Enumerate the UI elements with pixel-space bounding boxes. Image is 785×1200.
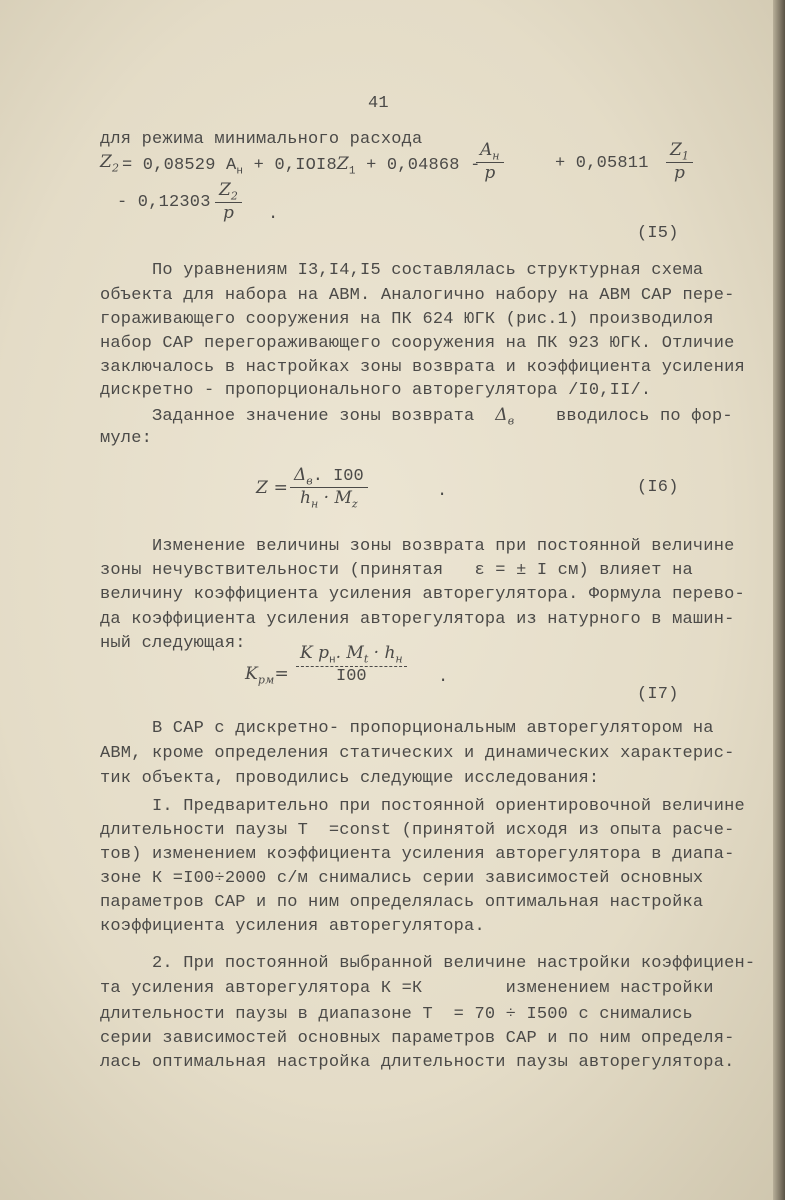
equation-label: (I6) [637, 478, 679, 497]
equation-label: (I5) [637, 224, 679, 243]
page-edge-shadow [773, 0, 785, 1200]
page-number: 41 [368, 94, 389, 113]
intro-line: для режима минимального расхода [100, 130, 423, 149]
document-page: 41 для режима минимального расхода $Z_2$ = 0,08529 $A_н + 0,IOI8Z_1 + 0,04868$ - $A_н$ p + 0,05811 $\frac{Z_1}{p}$ - 0,12303 $\frac{Z_2}{p}$ . (I5) По уравнениям I3,I4,I5 составлялась структурная схема объекта для набора на АВМ. Аналогично набору на АВМ САР пере- гораживающего сооружения на ПК 624 ЮГК (рис.1) производилоя набор САР перегораживающего сооружения на ПК 923 ЮГК. Отличие заключалось в настройках зоны возврата и коэффициента усиления дискретно - пропорционального авторегулятора /I0,II/. Заданное значение зоны возврата $\Delta_в$ вводилось по фор- муле: Z = $\Delta_в$. I00 $h_н \cdot M_z$ . (I6) Изменение величины зоны возврата при постоянной величине зоны нечувствительности (принятая ε = ± I см) влияет на величину коэффициента усиления авторегулятора. Формула перево- да коэффициента усиления авторегулятора из натурного в машин- ный следующая: $K_{рм}=$ K $p_н$. $M_t \cdot h_н$ I00 . (I7) В САР с дискретно- пропорциональным авторегулятором на АВМ, кроме определения статических и динамических характерис- тик объекта, проводились следующие исследования: I. Предварительно при постоянной ориентировочной величине длительности паузы Т =const (принятой исходя из опыта расче- тов) изменением коэффициента усиления авторегулятора в диапа- зоне К =I00÷2000 с/м снимались серии зависимостей основных параметров САР и по ним определялась оптимальная настройка коэффициента усиления авторегулятора. 2. При постоянной выбранной величине настройки коэффициен- та усиления авторегулятора К =К изменением настройки длительности паузы в диапазоне Т = 70 ÷ I500 с снимались серии зависимостей основных параметров САР и по ним определя- лась оптимальная настройка длительности паузы авторегулятора. [0, 0, 785, 1200]
equation-label: (I7) [637, 685, 679, 704]
